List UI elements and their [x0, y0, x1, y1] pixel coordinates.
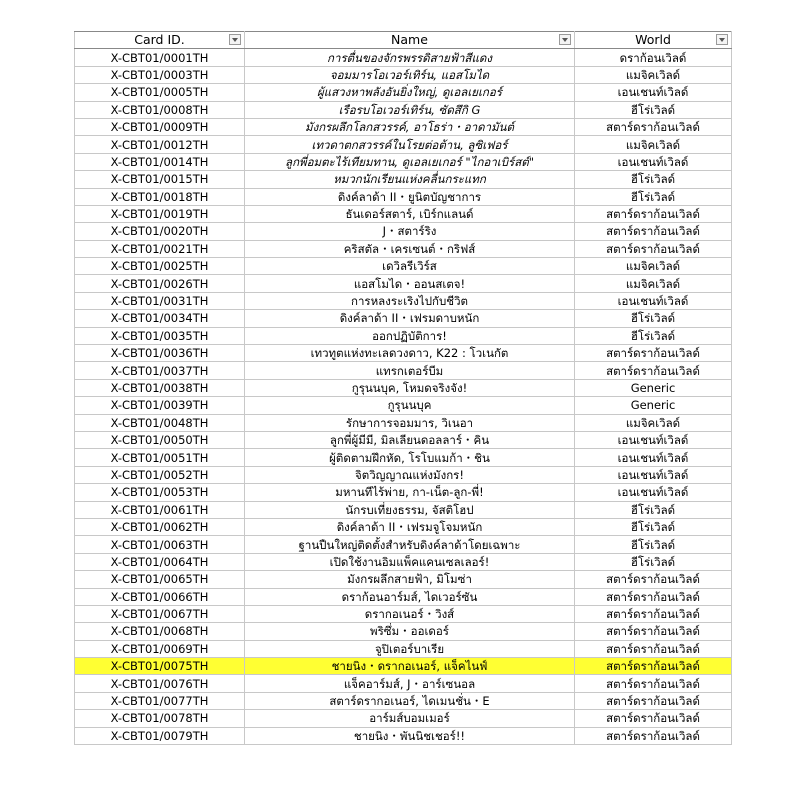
- world-cell[interactable]: ฮีโร่เวิลด์: [575, 518, 732, 535]
- card-name-cell[interactable]: เปิดใช้งานอิมแพ็คแคนเซลเลอร์!: [245, 553, 575, 570]
- card-id-cell[interactable]: X-CBT01/0069TH: [75, 640, 245, 657]
- world-cell[interactable]: แมจิคเวิลด์: [575, 275, 732, 292]
- card-name-cell[interactable]: ธันเดอร์สตาร์, เบิร์กแลนด์: [245, 205, 575, 222]
- world-cell[interactable]: ฮีโร่เวิลด์: [575, 553, 732, 570]
- card-name-cell[interactable]: จูปิเตอร์บาเรีย: [245, 640, 575, 657]
- world-cell[interactable]: ฮีโร่เวิลด์: [575, 310, 732, 327]
- world-header: [575, 32, 732, 49]
- table-row: [75, 571, 732, 588]
- card-id-cell[interactable]: X-CBT01/0014TH: [75, 153, 245, 170]
- table-row: [75, 553, 732, 570]
- world-cell[interactable]: สตาร์ดราก้อนเวิลด์: [575, 605, 732, 622]
- table-row: [75, 362, 732, 379]
- card-id-cell[interactable]: X-CBT01/0064TH: [75, 553, 245, 570]
- card-id-cell[interactable]: X-CBT01/0067TH: [75, 605, 245, 622]
- card-id-header-label: Card ID.: [134, 32, 185, 48]
- card-id-cell[interactable]: X-CBT01/0066TH: [75, 588, 245, 605]
- table-row: [75, 727, 732, 744]
- table-row: [75, 501, 732, 518]
- world-cell[interactable]: ฮีโร่เวิลด์: [575, 171, 732, 188]
- card-id-header: [75, 32, 245, 49]
- table-row: [75, 588, 732, 605]
- card-name-cell[interactable]: หมวกนักเรียนแห่งคลื่นกระแทก: [245, 171, 575, 188]
- card-id-filter-icon[interactable]: [229, 34, 241, 45]
- card-name-cell[interactable]: ชายนิง・พันนิชเชอร์!!: [245, 727, 575, 744]
- world-header-label: World: [635, 32, 671, 48]
- table-row: [75, 605, 732, 622]
- world-cell[interactable]: เอนเชนท์เวิลด์: [575, 153, 732, 170]
- card-name-cell[interactable]: เรือรบโอเวอร์เทิร์น, ซัดสึกิ G: [245, 101, 575, 118]
- table-row: [75, 449, 732, 466]
- table-row: [75, 623, 732, 640]
- card-name-cell[interactable]: รักษาการจอมมาร, วิเนอา: [245, 414, 575, 431]
- card-name-cell[interactable]: กูรุนนบุค, โหมดจริงจัง!: [245, 379, 575, 396]
- world-cell[interactable]: สตาร์ดราก้อนเวิลด์: [575, 692, 732, 709]
- card-id-cell[interactable]: X-CBT01/0038TH: [75, 379, 245, 396]
- card-id-cell[interactable]: X-CBT01/0048TH: [75, 414, 245, 431]
- world-cell[interactable]: ฮีโร่เวิลด์: [575, 101, 732, 118]
- world-cell[interactable]: ฮีโร่เวิลด์: [575, 327, 732, 344]
- table-row: [75, 710, 732, 727]
- world-cell[interactable]: สตาร์ดราก้อนเวิลด์: [575, 623, 732, 640]
- table-row: [75, 240, 732, 257]
- table-row: [75, 258, 732, 275]
- table-row: [75, 101, 732, 118]
- card-id-cell[interactable]: X-CBT01/0009TH: [75, 118, 245, 135]
- card-id-cell[interactable]: X-CBT01/0021TH: [75, 240, 245, 257]
- card-id-cell[interactable]: X-CBT01/0061TH: [75, 501, 245, 518]
- card-name-cell[interactable]: ลูกพี่ผู้มีมี, มิลเลียนดอลลาร์・คิน: [245, 431, 575, 448]
- world-cell[interactable]: เอนเชนท์เวิลด์: [575, 292, 732, 309]
- card-name-cell[interactable]: ชายนิง・ดรากอเนอร์, แจ็คไนฟ์: [245, 658, 575, 675]
- world-cell[interactable]: เอนเชนท์เวิลด์: [575, 466, 732, 483]
- world-cell[interactable]: แมจิคเวิลด์: [575, 258, 732, 275]
- world-cell[interactable]: สตาร์ดราก้อนเวิลด์: [575, 658, 732, 675]
- table-row: [75, 188, 732, 205]
- table-row: [75, 310, 732, 327]
- card-id-cell[interactable]: X-CBT01/0034TH: [75, 310, 245, 327]
- world-cell[interactable]: เอนเชนท์เวิลด์: [575, 431, 732, 448]
- card-name-cell[interactable]: จิตวิญญาณแห่งมังกร!: [245, 466, 575, 483]
- table-row: [75, 466, 732, 483]
- card-id-cell[interactable]: X-CBT01/0019TH: [75, 205, 245, 222]
- card-id-cell[interactable]: X-CBT01/0026TH: [75, 275, 245, 292]
- world-cell[interactable]: สตาร์ดราก้อนเวิลด์: [575, 640, 732, 657]
- table-row: [75, 675, 732, 692]
- card-name-cell[interactable]: การตื่นของจักรพรรดิสายฟ้าสีแดง: [245, 49, 575, 66]
- world-cell[interactable]: Generic: [575, 397, 732, 414]
- card-name-cell[interactable]: J・สตาร์ริง: [245, 223, 575, 240]
- table-row: [75, 518, 732, 535]
- card-id-cell[interactable]: X-CBT01/0025TH: [75, 258, 245, 275]
- world-cell[interactable]: ฮีโร่เวิลด์: [575, 536, 732, 553]
- card-name-cell[interactable]: การหลงระเริงไปกับชีวิต: [245, 292, 575, 309]
- table-row: [75, 414, 732, 431]
- card-id-cell[interactable]: X-CBT01/0062TH: [75, 518, 245, 535]
- world-cell[interactable]: สตาร์ดราก้อนเวิลด์: [575, 710, 732, 727]
- card-id-cell[interactable]: X-CBT01/0053TH: [75, 484, 245, 501]
- card-id-cell[interactable]: X-CBT01/0076TH: [75, 675, 245, 692]
- card-id-cell[interactable]: X-CBT01/0078TH: [75, 710, 245, 727]
- card-id-cell[interactable]: X-CBT01/0039TH: [75, 397, 245, 414]
- card-id-cell[interactable]: X-CBT01/0075TH: [75, 658, 245, 675]
- card-name-cell[interactable]: พริซึ่ม・ออเดอร์: [245, 623, 575, 640]
- card-name-cell[interactable]: จอมมารโอเวอร์เทิร์น, แอสโมได: [245, 66, 575, 83]
- world-cell[interactable]: สตาร์ดราก้อนเวิลด์: [575, 223, 732, 240]
- card-id-cell[interactable]: X-CBT01/0031TH: [75, 292, 245, 309]
- card-name-cell[interactable]: ดิงค์ลาด้า II・ยูนิตบัญชาการ: [245, 188, 575, 205]
- world-cell[interactable]: สตาร์ดราก้อนเวิลด์: [575, 240, 732, 257]
- card-name-cell[interactable]: มังกรผลึกโลกสวรรค์, อาโธร่า・อาดามันต์: [245, 118, 575, 135]
- card-name-cell[interactable]: ออกปฏิบัติการ!: [245, 327, 575, 344]
- world-cell[interactable]: เอนเชนท์เวิลด์: [575, 449, 732, 466]
- table-row: [75, 431, 732, 448]
- table-row: [75, 136, 732, 153]
- world-cell[interactable]: สตาร์ดราก้อนเวิลด์: [575, 571, 732, 588]
- card-name-cell[interactable]: กูรุนนบุค: [245, 397, 575, 414]
- card-name-cell[interactable]: ดรากอเนอร์・วิงส์: [245, 605, 575, 622]
- card-id-cell[interactable]: X-CBT01/0008TH: [75, 101, 245, 118]
- name-header: [245, 32, 575, 49]
- card-name-cell[interactable]: นักรบเที่ยงธรรม, จัสติโฮป: [245, 501, 575, 518]
- table-row: [75, 49, 732, 66]
- card-name-cell[interactable]: มหานทีไร้พ่าย, กา-เน็ต-ลูก-พี่!: [245, 484, 575, 501]
- table-row: [75, 292, 732, 309]
- world-filter-icon[interactable]: [716, 34, 728, 45]
- card-id-cell[interactable]: X-CBT01/0052TH: [75, 466, 245, 483]
- name-header-label: Name: [391, 32, 428, 48]
- card-name-cell[interactable]: เทวดาตกสวรรค์ในโรยต่อต้าน, ลูซิเฟอร์: [245, 136, 575, 153]
- card-id-cell[interactable]: X-CBT01/0018TH: [75, 188, 245, 205]
- table-row: [75, 484, 732, 501]
- table-row: [75, 223, 732, 240]
- card-name-cell[interactable]: ผู้แสวงหาพลังอันยิ่งใหญ่, ดูเอลเยเกอร์: [245, 84, 575, 101]
- table-row: [75, 658, 732, 675]
- world-cell[interactable]: แมจิคเวิลด์: [575, 414, 732, 431]
- world-cell[interactable]: สตาร์ดราก้อนเวิลด์: [575, 588, 732, 605]
- table-row: [75, 84, 732, 101]
- table-row: [75, 171, 732, 188]
- card-name-cell[interactable]: ฐานปืนใหญ่ติดตั้งสำหรับดิงค์ลาด้าโดยเฉพาะ: [245, 536, 575, 553]
- card-name-cell[interactable]: ดิงค์ลาด้า II・เฟรมดาบหนัก: [245, 310, 575, 327]
- table-row: [75, 205, 732, 222]
- card-name-cell[interactable]: อาร์มส์บอมเมอร์: [245, 710, 575, 727]
- card-id-cell[interactable]: X-CBT01/0050TH: [75, 431, 245, 448]
- card-name-cell[interactable]: ดิงค์ลาด้า II・เฟรมจูโจมหนัก: [245, 518, 575, 535]
- card-id-cell[interactable]: X-CBT01/0035TH: [75, 327, 245, 344]
- card-name-cell[interactable]: สตาร์ดรากอเนอร์, ไดเมนชั่น・E: [245, 692, 575, 709]
- card-name-cell[interactable]: แทรกเตอร์บีม: [245, 362, 575, 379]
- card-id-cell[interactable]: X-CBT01/0012TH: [75, 136, 245, 153]
- world-cell[interactable]: สตาร์ดราก้อนเวิลด์: [575, 727, 732, 744]
- card-name-cell[interactable]: มังกรผลึกสายฟ้า, มิโมซ่า: [245, 571, 575, 588]
- table-row: [75, 345, 732, 362]
- table-row: [75, 66, 732, 83]
- world-cell[interactable]: สตาร์ดราก้อนเวิลด์: [575, 118, 732, 135]
- table-body: [75, 49, 732, 745]
- card-name-cell[interactable]: เดวิลรีเวิร์ส: [245, 258, 575, 275]
- world-cell[interactable]: เอนเชนท์เวิลด์: [575, 84, 732, 101]
- world-cell[interactable]: แมจิคเวิลด์: [575, 66, 732, 83]
- world-cell[interactable]: สตาร์ดราก้อนเวิลด์: [575, 675, 732, 692]
- card-name-cell[interactable]: แจ็คอาร์มส์, J・อาร์เซนอล: [245, 675, 575, 692]
- card-name-cell[interactable]: เทวทูตแห่งทะเลดวงดาว, K22 : โวเนกัต: [245, 345, 575, 362]
- table-row: [75, 275, 732, 292]
- card-id-cell[interactable]: X-CBT01/0005TH: [75, 84, 245, 101]
- header-row: [75, 32, 732, 49]
- table-row: [75, 327, 732, 344]
- world-cell[interactable]: สตาร์ดราก้อนเวิลด์: [575, 362, 732, 379]
- table-row: [75, 118, 732, 135]
- card-id-cell[interactable]: X-CBT01/0003TH: [75, 66, 245, 83]
- world-cell[interactable]: ฮีโร่เวิลด์: [575, 188, 732, 205]
- world-cell[interactable]: สตาร์ดราก้อนเวิลด์: [575, 345, 732, 362]
- table-row: [75, 397, 732, 414]
- card-id-cell[interactable]: X-CBT01/0020TH: [75, 223, 245, 240]
- card-name-cell[interactable]: ดราก้อนอาร์มส์, ไดเวอร์ซัน: [245, 588, 575, 605]
- world-cell[interactable]: ดราก้อนเวิลด์: [575, 49, 732, 66]
- card-id-cell[interactable]: X-CBT01/0065TH: [75, 571, 245, 588]
- table-row: [75, 640, 732, 657]
- world-cell[interactable]: แมจิคเวิลด์: [575, 136, 732, 153]
- table-row: [75, 379, 732, 396]
- table-row: [75, 692, 732, 709]
- table-row: [75, 536, 732, 553]
- card-id-cell[interactable]: X-CBT01/0063TH: [75, 536, 245, 553]
- card-id-cell[interactable]: X-CBT01/0051TH: [75, 449, 245, 466]
- table-row: [75, 153, 732, 170]
- card-name-cell[interactable]: คริสตัล・เครเซนต์・กริฟส์: [245, 240, 575, 257]
- card-id-cell[interactable]: X-CBT01/0001TH: [75, 49, 245, 66]
- world-cell[interactable]: เอนเชนท์เวิลด์: [575, 484, 732, 501]
- card-id-cell[interactable]: X-CBT01/0036TH: [75, 345, 245, 362]
- card-id-cell[interactable]: X-CBT01/0068TH: [75, 623, 245, 640]
- card-id-cell[interactable]: X-CBT01/0037TH: [75, 362, 245, 379]
- card-name-cell[interactable]: แอสโมได・ออนสเตจ!: [245, 275, 575, 292]
- card-name-cell[interactable]: ผู้ติดตามฝึกหัด, โรโบแมก้า・ชิน: [245, 449, 575, 466]
- world-cell[interactable]: สตาร์ดราก้อนเวิลด์: [575, 205, 732, 222]
- world-cell[interactable]: Generic: [575, 379, 732, 396]
- card-list-table: [74, 31, 732, 745]
- card-id-cell[interactable]: X-CBT01/0077TH: [75, 692, 245, 709]
- name-filter-icon[interactable]: [559, 34, 571, 45]
- card-name-cell[interactable]: ลูกพี่อมตะไร้เทียมทาน, ดูเอลเยเกอร์ "ไกอาเบิร์สต์": [245, 153, 575, 170]
- card-id-cell[interactable]: X-CBT01/0015TH: [75, 171, 245, 188]
- world-cell[interactable]: ฮีโร่เวิลด์: [575, 501, 732, 518]
- card-id-cell[interactable]: X-CBT01/0079TH: [75, 727, 245, 744]
